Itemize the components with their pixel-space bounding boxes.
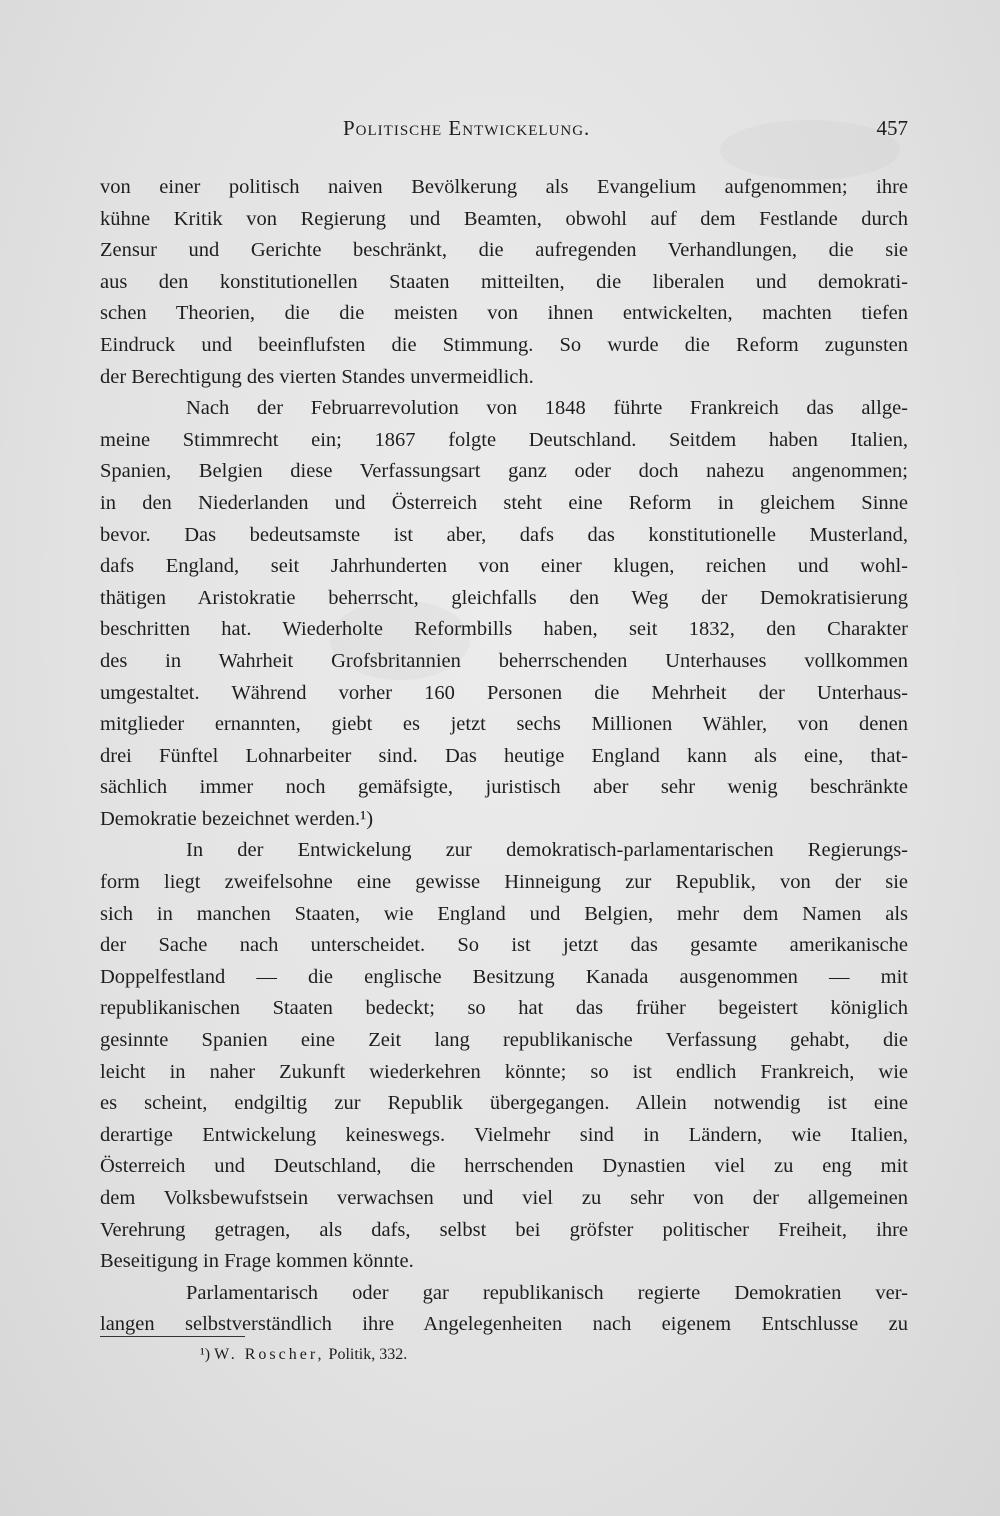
text-line: schen Theorien, die die meisten von ihnen entwickelten, machten tiefen [100,302,908,325]
footnote-rule [100,1336,245,1337]
text-line: derartige Entwickelung keineswegs. Vielmehr sind in Ländern, wie Italien, [100,1123,908,1146]
footnote-page: 332. [379,1346,408,1363]
text-line: meine Stimmrecht ein; 1867 folgte Deutschland. Seitdem haben Italien, [100,428,908,451]
footnote [200,1346,407,1364]
text-line: drei Fünftel Lohnarbeiter sind. Das heutige England kann als eine, that- [100,744,908,767]
text-line: Parlamentarisch oder gar republikanisch regierte Demokratien ver- [186,1281,908,1304]
text-line: langen selbstverständlich ihre Angelegenheiten nach eigenem Entschlusse zu [100,1313,908,1336]
page-header [100,116,908,146]
text-line: leicht in naher Zukunft wiederkehren könnte; so ist endlich Frankreich, wie [100,1060,908,1083]
text-line: mitglieder ernannten, giebt es jetzt sechs Millionen Wähler, von denen [100,713,908,736]
text-line: sich in manchen Staaten, wie England und Belgien, mehr dem Namen als [100,902,908,925]
text-line: Zensur und Gerichte beschränkt, die aufregenden Verhandlungen, die sie [100,239,908,262]
text-line: dem Volksbewufstsein verwachsen und viel zu sehr von der allgemeinen [100,1187,908,1209]
body-text [100,172,908,1341]
text-line: aus den konstitutionellen Staaten mitteilten, die liberalen und demokrati- [100,270,908,293]
text-line: des in Wahrheit Grofsbritannien beherrschenden Unterhauses vollkommen [100,649,908,672]
text-line: Österreich und Deutschland, die herrschenden Dynastien viel zu eng mit [100,1155,908,1178]
text-line: Nach der Februarrevolution von 1848 führte Frankreich das allge- [186,397,908,420]
footnote-author: W. Roscher, [214,1346,325,1363]
text-line: thätigen Aristokratie beherrscht, gleichfalls den Weg der Demokratisierung [100,586,908,609]
text-line: Spanien, Belgien diese Verfassungsart ganz oder doch nahezu angenommen; [100,460,908,483]
text-line: Doppelfestland — die englische Besitzung Kanada ausgenommen — mit [100,965,908,988]
text-line: in den Niederlanden und Österreich steht eine Reform in gleichem Sinne [100,491,908,514]
page-number: 457 [876,116,908,140]
text-line: republikanischen Staaten bedeckt; so hat das früher begeistert königlich [100,997,908,1020]
text-line: Beseitigung in Frage kommen könnte. [100,1250,414,1273]
text-line: Demokratie bezeichnet werden.¹) [100,807,374,830]
text-line: der Berechtigung des vierten Standes unvermeidlich. [100,365,534,388]
text-line: der Sache nach unterscheidet. So ist jetzt das gesamte amerikanische [100,934,908,957]
text-line: bevor. Das bedeutsamste ist aber, dafs das konstitutionelle Musterland, [100,523,908,546]
text-line: kühne Kritik von Regierung und Beamten, obwohl auf dem Festlande durch [100,207,908,230]
footnote-work: Politik, [328,1346,376,1363]
footnote-marker: ¹) [200,1346,211,1363]
text-line: sächlich immer noch gemäfsigte, juristisch aber sehr wenig beschränkte [100,776,908,799]
text-line: Verehrung getragen, als dafs, selbst bei gröfster politischer Freiheit, ihre [100,1218,908,1241]
text-line: Eindruck und beeinflufsten die Stimmung. So wurde die Reform zugunsten [100,333,908,356]
text-line: es scheint, endgiltig zur Republik übergegangen. Allein notwendig ist eine [100,1092,908,1115]
text-line: von einer politisch naiven Bevölkerung als Evangelium aufgenommen; ihre [100,176,908,198]
text-line: gesinnte Spanien eine Zeit lang republikanische Verfassung gehabt, die [100,1029,908,1052]
text-line: form liegt zweifelsohne eine gewisse Hinneigung zur Republik, von der sie [100,871,908,894]
text-line: beschritten hat. Wiederholte Reformbills haben, seit 1832, den Charakter [100,618,908,641]
text-line: dafs England, seit Jahrhunderten von einer klugen, reichen und wohl- [100,555,908,578]
text-line: In der Entwickelung zur demokratisch-parlamentarischen Regierungs- [186,839,908,862]
text-line: umgestaltet. Während vorher 160 Personen die Mehrheit der Unterhaus- [100,681,908,704]
running-title: Politische Entwickelung. [343,116,591,140]
